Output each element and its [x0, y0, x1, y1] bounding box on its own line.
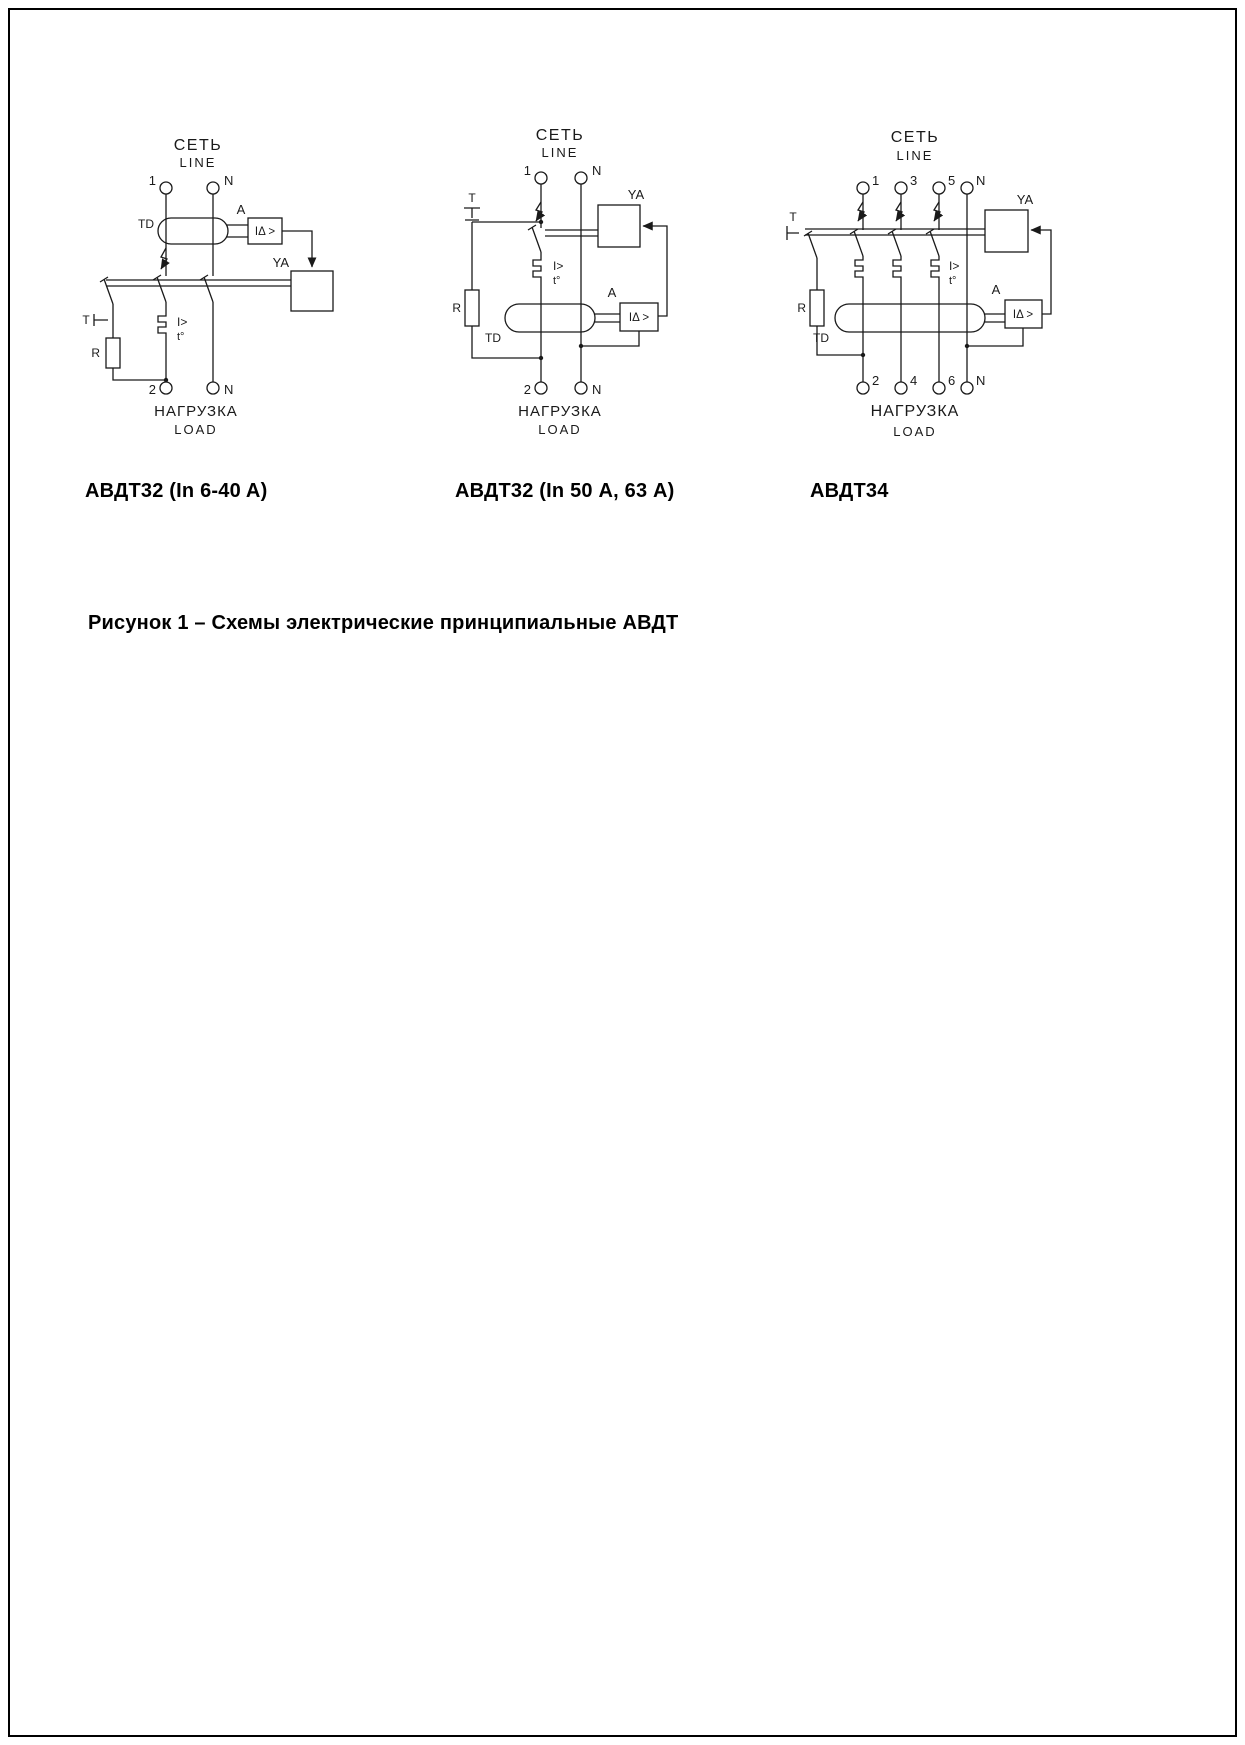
- test-button: [94, 314, 108, 326]
- junction-dot: [539, 356, 543, 360]
- terminal-top-n-label: N: [224, 173, 234, 188]
- breaker-contacts: [804, 229, 939, 258]
- td-to-a-link: [594, 314, 620, 322]
- release-arrow-icons: [858, 202, 940, 221]
- resistor-label: R: [797, 301, 806, 315]
- terminal-bottom-2-label: 2: [523, 382, 531, 397]
- a-label: A: [236, 202, 246, 217]
- td-to-a-link: [984, 314, 1005, 322]
- ya-label: YA: [1016, 192, 1034, 207]
- line-label-en: LINE: [541, 145, 579, 160]
- overcurrent-label: I>: [177, 315, 188, 329]
- a-to-n-link: [581, 331, 639, 346]
- terminal-top-1-label: 1: [148, 173, 156, 188]
- resistor-r: [810, 290, 824, 326]
- test-button-label: T: [468, 191, 476, 205]
- ya-label: YA: [627, 187, 645, 202]
- line-label-en: LINE: [896, 148, 934, 163]
- load-label-en: LOAD: [174, 422, 218, 437]
- breaker-contact: [528, 225, 541, 252]
- diagram-title-avdt32-6-40: АВДТ32 (In 6-40 A): [85, 480, 268, 502]
- resistor-r: [106, 338, 120, 368]
- terminal-bottom-2: [160, 382, 172, 394]
- terminal-bottom-n: [207, 382, 219, 394]
- terminal-top-1: [535, 172, 547, 184]
- terminal-bottom-n-label: N: [224, 382, 234, 397]
- junction-dot: [861, 353, 865, 357]
- td-label: TD: [485, 331, 501, 345]
- resistor-label: R: [452, 301, 461, 315]
- terminal-bottom-6-label: 6: [948, 373, 956, 388]
- load-label-ru: НАГРУЗКА: [518, 403, 602, 420]
- junction-dot: [579, 344, 583, 348]
- schematic-avdt34: [765, 118, 1075, 453]
- line-label-en: LINE: [179, 155, 217, 170]
- terminal-top-n-label: N: [976, 173, 986, 188]
- thermal-label: t°: [949, 275, 957, 287]
- line-label-ru: СЕТЬ: [535, 127, 585, 144]
- load-label-en: LOAD: [893, 424, 937, 439]
- pole-lines: [166, 194, 213, 276]
- line-label-ru: СЕТЬ: [173, 137, 223, 154]
- schematic-avdt32-50-63: [435, 118, 705, 453]
- thermal-releases: [855, 256, 939, 382]
- terminal-bottom-n: [575, 382, 587, 394]
- load-label-en: LOAD: [538, 422, 582, 437]
- schematic-avdt32-6-40: [78, 128, 348, 458]
- load-label-ru: НАГРУЗКА: [870, 403, 960, 420]
- terminal-top-5-label: 5: [948, 173, 956, 188]
- test-button-label: T: [789, 210, 797, 224]
- terminal-bottom-n-label: N: [976, 373, 986, 388]
- terminal-bottom-2-label: 2: [148, 382, 156, 397]
- terminal-bottom-4-label: 4: [910, 373, 918, 388]
- td-transformer: [158, 218, 228, 244]
- diff-relay-symbol: IΔ >: [628, 312, 650, 324]
- terminal-top-1: [160, 182, 172, 194]
- td-transformer: [835, 304, 985, 332]
- a-label: A: [607, 285, 617, 300]
- test-button: [787, 226, 799, 240]
- test-button: [464, 208, 480, 220]
- terminal-top-1-label: 1: [872, 173, 880, 188]
- terminal-top-3-label: 3: [910, 173, 918, 188]
- overcurrent-label: I>: [553, 259, 564, 273]
- ya-label: YA: [272, 255, 289, 270]
- load-label-ru: НАГРУЗКА: [154, 403, 238, 420]
- thermal-release: [158, 302, 166, 382]
- trip-linkage: [106, 280, 291, 286]
- resistor-label: R: [91, 346, 100, 360]
- a-to-ya-arrow: [1031, 230, 1051, 314]
- td-label: TD: [813, 331, 829, 345]
- diff-relay-symbol: IΔ >: [1012, 309, 1034, 321]
- terminal-top-n-label: N: [592, 163, 602, 178]
- diagram-title-avdt34: АВДТ34: [810, 480, 889, 502]
- test-branch: [472, 222, 541, 358]
- a-label: A: [991, 282, 1001, 297]
- terminal-bottom-n-label: N: [592, 382, 602, 397]
- trip-linkage: [545, 230, 598, 236]
- terminal-bottom-2: [535, 382, 547, 394]
- junction-dot: [965, 344, 969, 348]
- td-label: TD: [138, 217, 154, 231]
- resistor-r: [465, 290, 479, 326]
- figure-caption: Рисунок 1 – Схемы электрические принципиальные АВДТ: [88, 612, 679, 634]
- solenoid-ya-box: [291, 271, 333, 311]
- diagram-title-avdt32-50-63: АВДТ32 (In 50 А, 63 А): [455, 480, 675, 502]
- solenoid-ya-box: [985, 210, 1028, 252]
- thermal-release: [533, 252, 541, 382]
- line-label-ru: СЕТЬ: [890, 129, 940, 146]
- thermal-label: t°: [553, 275, 561, 287]
- terminal-top-n: [575, 172, 587, 184]
- overcurrent-label: I>: [949, 259, 960, 273]
- test-button-label: T: [82, 313, 90, 327]
- td-to-a-link: [226, 225, 248, 237]
- terminal-top-n: [207, 182, 219, 194]
- diff-relay-symbol: IΔ >: [254, 226, 276, 238]
- thermal-label: t°: [177, 331, 185, 343]
- terminal-bottom-2-label: 2: [872, 373, 880, 388]
- terminal-top-1-label: 1: [523, 163, 531, 178]
- solenoid-ya-box: [598, 205, 640, 247]
